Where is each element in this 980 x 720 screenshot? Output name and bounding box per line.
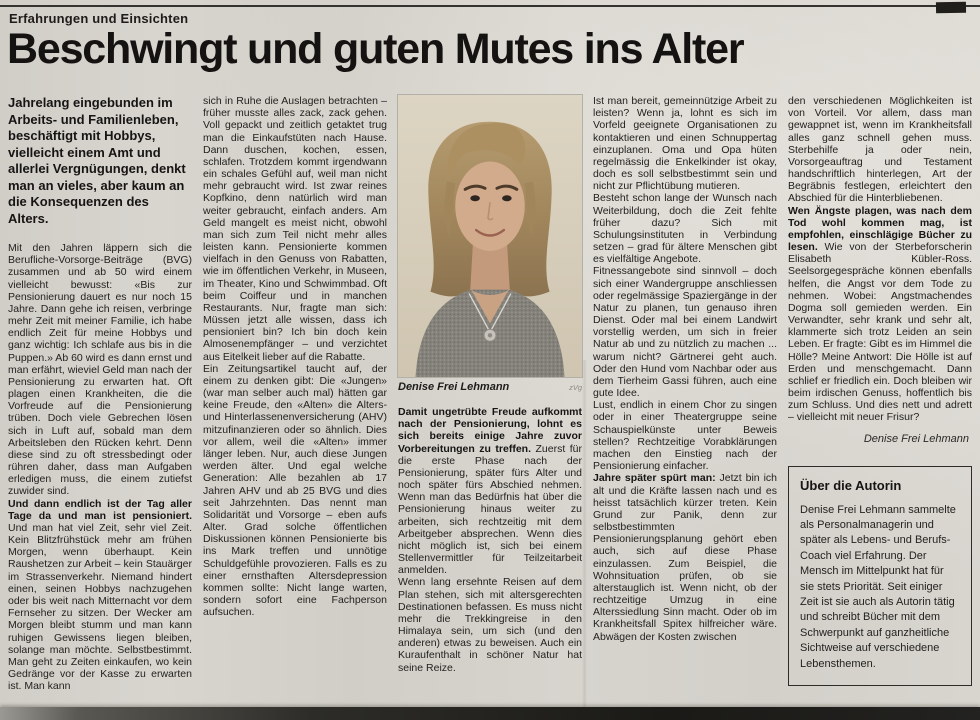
paragraph: [593, 472, 777, 642]
paragraph-text: Jetzt bin ich alt und die Kräfte lassen nach und es heisst tatsächlich kürzer treten. Kein Grund zur Panik, denn zur selbstbestimmten Pensionierungsplanung gehört eben auch, sich auf diese Phase einzulassen. Zum Beispiel, die Wohnsituation prüfen, ob sie alterstauglich ist. Wenn nicht, ob der rechtzeitige Umzug in eine Alterssiedlung Sinn macht. Oder ob im Krankheitsfall Spitex hilfreicher wäre. Abwägen der Kosten zwischen: [593, 472, 777, 643]
lead-paragraph: Jahrelang eingebunden im Arbeits- und Familienleben, beschäftigt mit Hobbys, vielleicht einem Amt und allerlei Vergnügungen, denkt man an vieles, aber kaum an die Konsequenzen des Alters.: [8, 95, 186, 226]
column-2: [203, 95, 387, 692]
paragraph: Ist man bereit, gemeinnützige Arbeit zu leisten? Wenn ja, lohnt es sich im Vorfeld geeignete Organisationen zu kontaktieren und einen Schnuppertag einzuplanen. Oma und Opa hüten regelmässig die Enkelkinder ist okay, doch es soll selbstbestimmt sein und nicht zur Pflichtübung mutieren.: [593, 95, 777, 193]
page-edge-shadow: [0, 707, 980, 720]
author-box-title: Über die Autorin: [800, 477, 902, 493]
paragraph: [8, 498, 192, 693]
paragraph-text: Zuerst für die erste Phase nach der Pensionierung, später fürs Alter und noch später fürs Abschied nehmen. Wenn man das Bedürfnis hat über die Pensionierung hinaus weiter zu arbeiten, sich rechtzeitig mit dem Arbeitgeber absprechen. Wenn dies nicht möglich ist, sich bei einem Stellenvermittler für Teilzeitarbeit anmelden.: [398, 442, 582, 577]
article-columns: [8, 95, 972, 692]
paragraph: Besteht schon lange der Wunsch nach Weiterbildung, doch die Zeit fehlte früher dazu? Sich mit Schulungsinstituten in Verbindung setzen – grad für ältere Menschen gibt es vielfältige Angebote.: [593, 192, 777, 266]
column-5: [788, 95, 972, 692]
paragraph: Mit den Jahren läppern sich die Berufliche-Vorsorge-Beiträge (BVG) zusammen und ab 50 wird einem vielleicht bewusst: «Bis zur Pensionierung dauert es nur noch 15 Jahre. Dann gehe ich reisen, verbringe mehr Zeit mit meiner Familie, ich habe endlich Zeit für meine Hobbys und ganz wichtig: Ich schlafe aus bis in die Puppen.» Ab 60 wird es dann ernst und man erfährt, wieviel Geld man nach der Pensionierung zu erwarten hat. Oft plagen einen Krankheiten, die die Vorfreude auf die Pensionierung trüben. Doch viele Gebrechen lösen sich in Luft auf, sobald man dem Arbeitsleben den Rücken kehrt. Denn diese sind zu oft stressbedingt oder rühren daher, dass man Aufgaben erledigen muss, die einem zutiefst zuwider sind.: [8, 242, 192, 498]
paragraph: Fitnessangebote sind sinnvoll – doch sich einer Wandergruppe anschliessen oder regelmässige Spaziergänge in der Natur zu planen, tun genauso ihren Dienst. Oder mal bei einem Landwirt vorstellig werden, um sich in freier Natur ab und zu nützlich zu machen ... warum nicht? Gärtnerei geht auch. Oder den Hund vom Nachbar oder aus dem Tierheim Gassi führen, auch eine gute Idee.: [593, 265, 777, 400]
bold-sentence: Und dann endlich ist der Tag aller Tage da und man ist pensioniert.: [8, 497, 192, 522]
column-3: [398, 95, 582, 692]
column-4: [593, 95, 777, 692]
author-signature: Denise Frei Lehmann: [863, 432, 969, 445]
paragraph: [398, 406, 582, 576]
paragraph: sich in Ruhe die Auslagen betrachten – früher musste alles zack, zack gehen. Voll gepackt und zeitlich getaktet trug man die Einkaufstüten nach Hause. Dann duschen, kochen, essen, schlafen. Trotzdem kommt irgendwann ein schales Gefühl auf, weil man nicht mehr gebraucht wird. Ist zwar reines Kopfkino, denn natürlich wird man weiter gebraucht, einfach anders. Am Geld mangelt es meist nicht, obwohl man sich zum Teil nicht mehr alles leisten kann. Pensionierte kommen vielfach in den Genuss von Rabatten, wie im öffentlichen Verkehr, in Museen, im Theater, Kino und Schwimmbad. Oft beim Coiffeur und in manchen Restaurants. Nur, fragte man sich: Müssen jetzt alle wissen, dass ich pensioniert bin? Ich bin doch kein Almosenempfänger – und verzichtet aus Eitelkeit lieber auf die Rabatte.: [203, 95, 387, 363]
article-headline: Beschwingt und guten Mutes ins Alter: [7, 25, 744, 73]
photo-caption-row: [398, 381, 582, 393]
bold-sentence: Jahre später spürt man:: [593, 472, 716, 485]
photo-caption: Denise Frei Lehmann: [398, 381, 510, 393]
bold-sentence: Damit ungetrübte Freude aufkommt nach der Pensionierung, lohnt es sich bereits einige Jahre zuvor Vorbereitungen zu treffen.: [398, 406, 582, 455]
paragraph: den verschiedenen Möglichkeiten ist von Vorteil. Vor allem, dass man gewappnet ist, wenn im Krankheitsfall alles ganz schnell gehen muss. Sterbehilfe ja oder nein, Vorsorgeauftrag und Testament handschriftlich hinterlegen, Art der Begräbnis festlegen, erleichtert den Abschied für die Hinterbliebenen.: [788, 95, 972, 205]
scan-artifact: [936, 2, 966, 14]
paragraph-text: Wie von der Sterbeforscherin Elisabeth Kübler-Ross. Seelsorgegespräche können ebenfalls helfen, die Angst vor dem Tode zu nehmen. Wobei: Angstmachendes Dogma soll gemieden werden. Ein Verwandter, sehr krank und sehr alt, klammerte sich trotz Leiden an sein Leben. Er fragte: Gibt es im Himmel die Hölle? Meine Antwort: Die Hölle ist auf Erden und menschgemacht. Dann schlief er friedlich ein. Doch bleiben wir beim irdischen Genuss, hoffentlich bis zum Schluss. Und dies nett und adrett – vielleicht mit neuer Frisur?: [788, 241, 972, 424]
author-box-text: Denise Frei Lehmann sammelte als Personalmanagerin und später als Lebens- und Berufs-Coach viel Erfahrung. Der Mensch im Mittelpunkt hat für sie stets Priorität. Seit einiger Zeit ist sie auch als Autorin tätig und schreibt Bücher mit dem Schwerpunkt auf ganzheitliche Sichtweise auf verschiedene Lebensthemen.: [800, 503, 956, 670]
portrait-photo: [398, 95, 582, 377]
paragraph: Lust, endlich in einem Chor zu singen oder in einer Theatergruppe seine Schauspielkünste unter Beweis stellen? Rechtzeitige Vorabklärungen machen den Einstieg nach der Pensionierung einfacher.: [593, 399, 777, 473]
paragraph: Wenn lang ersehnte Reisen auf dem Plan stehen, sich mit altersgerechten Destinationen befassen. Es muss nicht mehr die Trekkingreise in den Himalaya sein, um sich (und den anderen) etwas zu beweisen. Auch ein Kuraufenthalt in schöner Natur hat seine Reize.: [398, 576, 582, 674]
fold-crease: [582, 360, 587, 715]
photo-credit: zVg: [569, 383, 582, 392]
paragraph-text: Und man hat viel Zeit, sehr viel Zeit. Kein Blitzfrühstück mehr am frühen Morgen, wenn überhaupt. Kein Raushetzen zur Arbeit – kein Stauärger im Strassenverkehr. Niemand hindert einen, seinen Hobbys nachzugehen oder bis weit nach Mitternacht vor dem Fernseher zu sitzen. Der Wecker am Morgen bleibt stumm und man kann ruhigen Gewissens liegen bleiben, solange man möchte. Selbstbestimmt. Man geht zu Zeiten einkaufen, wo kein Gedränge vor der Kasse zu erwarten ist. Man kann: [8, 521, 192, 693]
author-info-box: [788, 466, 972, 686]
paragraph: [788, 205, 972, 424]
section-kicker: Erfahrungen und Einsichten: [9, 11, 189, 26]
column-1: [8, 95, 192, 692]
paragraph: Ein Zeitungsartikel taucht auf, der einem zu denken gibt: Die «Jungen» (war man selber auch mal) hätten gar keine Freude, den «Alten» die Alters- und Hinterlassenenversicherung (AHV) mitzufinanzieren oder so ähnlich. Dies vor allem, weil die «Alten» immer länger leben. Nur, auch diese Jungen werden älter. Und egal welche Generation: Alle bezahlen ab 17 Jahren AHV und ab 25 BVG und dies seit Jahrzehnten. Das nennt man Solidarität und Vorsorge – eben aufs Alter. Grad solche öffentlichen Diskussionen können Pensionierte bis ins Mark treffen und unnötige Schuldgefühle provozieren. Falls es zu einer ernsthaften Altersdepression kommen sollte: Nicht lange warten, sondern sofort eine Fachperson aufsuchen.: [203, 362, 387, 619]
top-rule: [0, 5, 980, 7]
bold-sentence: Wen Ängste plagen, was nach dem Tod wohl kommen mag, ist empfohlen, einschlägige Bücher zu lesen.: [788, 204, 972, 254]
